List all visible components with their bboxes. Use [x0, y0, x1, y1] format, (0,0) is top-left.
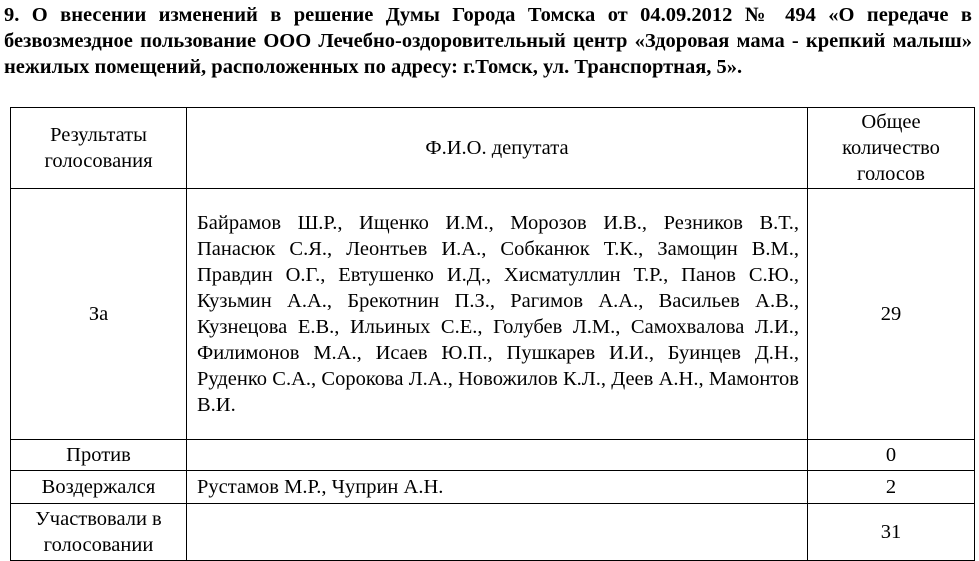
header-voting-result: Результаты голосования: [11, 108, 187, 189]
deputy-names-against: [187, 440, 808, 471]
deputy-names-for: Байрамов Ш.Р., Ищенко И.М., Морозов И.В., Резников В.Т., Панасюк С.Я., Леонтьев И.А., Собканюк Т.К., Замощин В.М., Правдин О.Г., Евтушенко И.Д., Хисматуллин Т.Р., Панов С.Ю., Кузьмин А.А., Брекотнин П.З., Рагимов А.А., Васильев А.В., Кузнецова Е.В., Ильиных С.Е., Голубев Л.М., Самохвалова Л.И., Филимонов М.А., Исаев Ю.П., Пушкарев И.И., Буинцев Д.Н., Руденко С.А., Сорокова Л.А., Новожилов К.Л., Деев А.Н., Мамонтов В.И.: [187, 189, 808, 440]
vote-count-abstained: 2: [808, 471, 975, 504]
vote-count-against: 0: [808, 440, 975, 471]
vote-count-for: 29: [808, 189, 975, 440]
agenda-item-heading: 9. О внесении изменений в решение Думы Города Томска от 04.09.2012 № 494 «О передаче в безвозмездное пользование ООО Лечебно-оздоровительный центр «Здоровая мама - крепкий малыш» нежилых помещений, расположенных по адресу: г.Томск, ул. Транспортная, 5».: [4, 4, 972, 78]
table-row: [11, 471, 975, 504]
table-row: [11, 189, 975, 440]
vote-result-for: За: [11, 189, 187, 440]
vote-count-participated: 31: [808, 504, 975, 561]
voting-results-table: [10, 107, 975, 561]
deputy-names-participated: [187, 504, 808, 561]
table-header-row: [11, 108, 975, 189]
header-total-votes: Общее количество голосов: [808, 108, 975, 189]
vote-result-against: Против: [11, 440, 187, 471]
table-row: [11, 504, 975, 561]
header-deputy-name: Ф.И.О. депутата: [187, 108, 808, 189]
vote-result-abstained: Воздержался: [11, 471, 187, 504]
table-row: [11, 440, 975, 471]
deputy-names-abstained: Рустамов М.Р., Чуприн А.Н.: [187, 471, 808, 504]
vote-result-participated: Участвовали в голосовании: [11, 504, 187, 561]
